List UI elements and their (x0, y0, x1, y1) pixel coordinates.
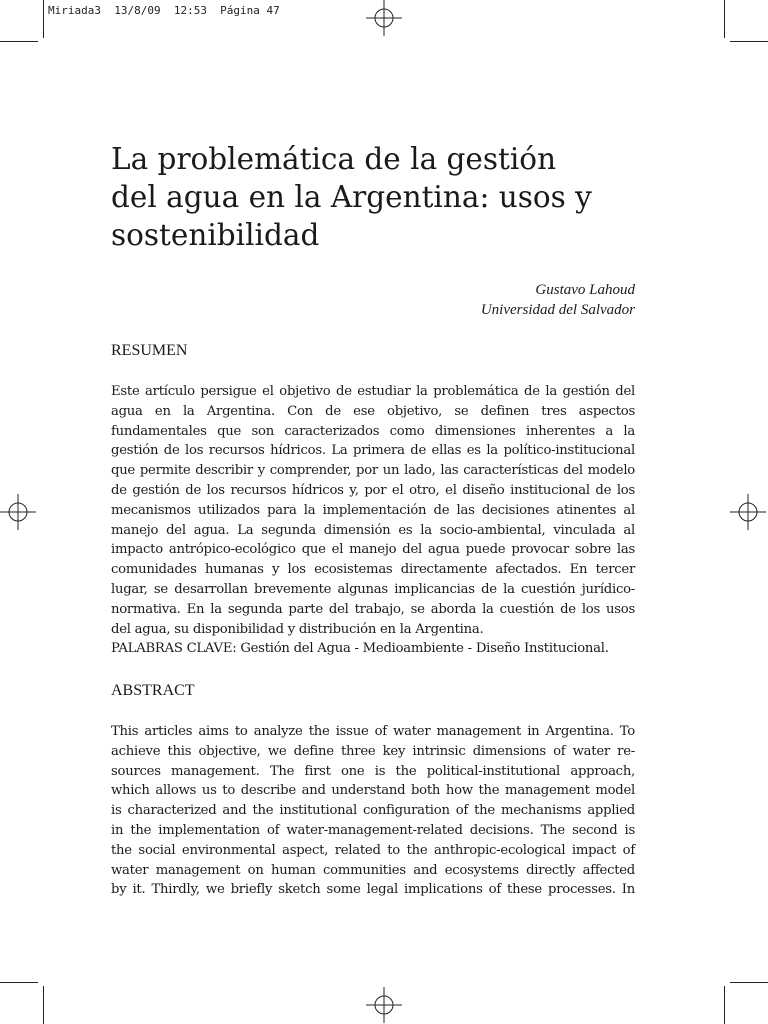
text-line: del agua, su disponibilidad y distribución en la Argentina. (111, 621, 484, 637)
crop-mark-top-left-v (43, 0, 44, 38)
registration-mark-top-icon (366, 0, 402, 36)
article-title (111, 140, 671, 254)
text-line: comunidades humanas y los ecosistemas directamente afectados. En tercer (111, 562, 635, 578)
text-line: de gestión de los recursos hídricos y, por el otro, el diseño institucional de los (111, 482, 635, 498)
text-line: This articles aims to analyze the issue of water management in Argentina. To (111, 724, 635, 739)
text-line: impacto antrópico-ecológico que el manejo del agua puede provocar sobre las (111, 542, 635, 558)
text-line: in the implementation of water-management-related decisions. The second is (111, 822, 635, 838)
text-line: the social environmental aspect, related to the anthropic-ecological impact of (111, 842, 635, 858)
author-affiliation: Universidad del Salvador (480, 302, 635, 318)
registration-mark-bottom-icon (366, 987, 402, 1023)
text-line: fundamentales que son caracterizados como dimensiones inherentes a la (111, 423, 635, 439)
crop-mark-bottom-left-v (43, 986, 44, 1024)
title-line: sostenibilidad (111, 218, 320, 252)
text-line: mecanismos utilizados para la implementación de las decisiones atinentes al (111, 502, 635, 518)
registration-mark-left-icon (0, 494, 36, 530)
text-line: is characterized and the institutional configuration of the mechanisms applied (111, 803, 635, 819)
title-line: del agua en la Argentina: usos y (111, 180, 592, 214)
text-line: water management on human communities and ecosystems directly affected (111, 862, 635, 878)
text-line: achieve this objective, we define three key intrinsic dimensions of water re- (111, 743, 635, 759)
resumen-body (111, 382, 635, 659)
resumen-heading: RESUMEN (111, 342, 188, 359)
registration-mark-right-icon (730, 494, 766, 530)
crop-mark-bottom-right-v (724, 986, 725, 1024)
text-line: sources management. The first one is the political-institutional approach, (111, 763, 635, 779)
text-line: normativa. En la segunda parte del trabajo, se aborda la cuestión de los usos (111, 601, 635, 617)
print-slug: Miriada3 13/8/09 12:53 Página 47 (48, 4, 280, 17)
text-line: Este artículo persigue el objetivo de estudiar la problemática de la gestión del (111, 384, 635, 399)
text-line: PALABRAS CLAVE: Gestión del Agua - Medioambiente - Diseño Institucional. (111, 641, 609, 657)
crop-mark-bottom-right-h (730, 982, 768, 983)
text-line: which allows us to describe and understand both how the management model (111, 783, 635, 799)
text-line: lugar, se desarrollan brevemente algunas implicancias de la cuestión jurídico- (111, 581, 635, 597)
text-line: by it. Thirdly, we briefly sketch some legal implications of these processes. In (111, 882, 635, 898)
title-line: La problemática de la gestión (111, 142, 557, 176)
author-block (481, 280, 635, 320)
abstract-body (111, 722, 635, 900)
crop-mark-bottom-left-h (0, 982, 38, 983)
abstract-heading: ABSTRACT (111, 682, 195, 699)
text-line: agua en la Argentina. Con de ese objetivo, se definen tres aspectos (111, 403, 635, 419)
crop-mark-top-left-h (0, 41, 38, 42)
text-line: que permite describir y comprender, por un lado, las características del modelo (111, 463, 635, 479)
author-name: Gustavo Lahoud (535, 282, 635, 298)
text-line: gestión de los recursos hídricos. La primera de ellas es la político-institucional (111, 443, 635, 459)
crop-mark-top-right-v (724, 0, 725, 38)
crop-mark-top-right-h (730, 41, 768, 42)
text-line: manejo del agua. La segunda dimensión es la socio-ambiental, vinculada al (111, 522, 635, 538)
